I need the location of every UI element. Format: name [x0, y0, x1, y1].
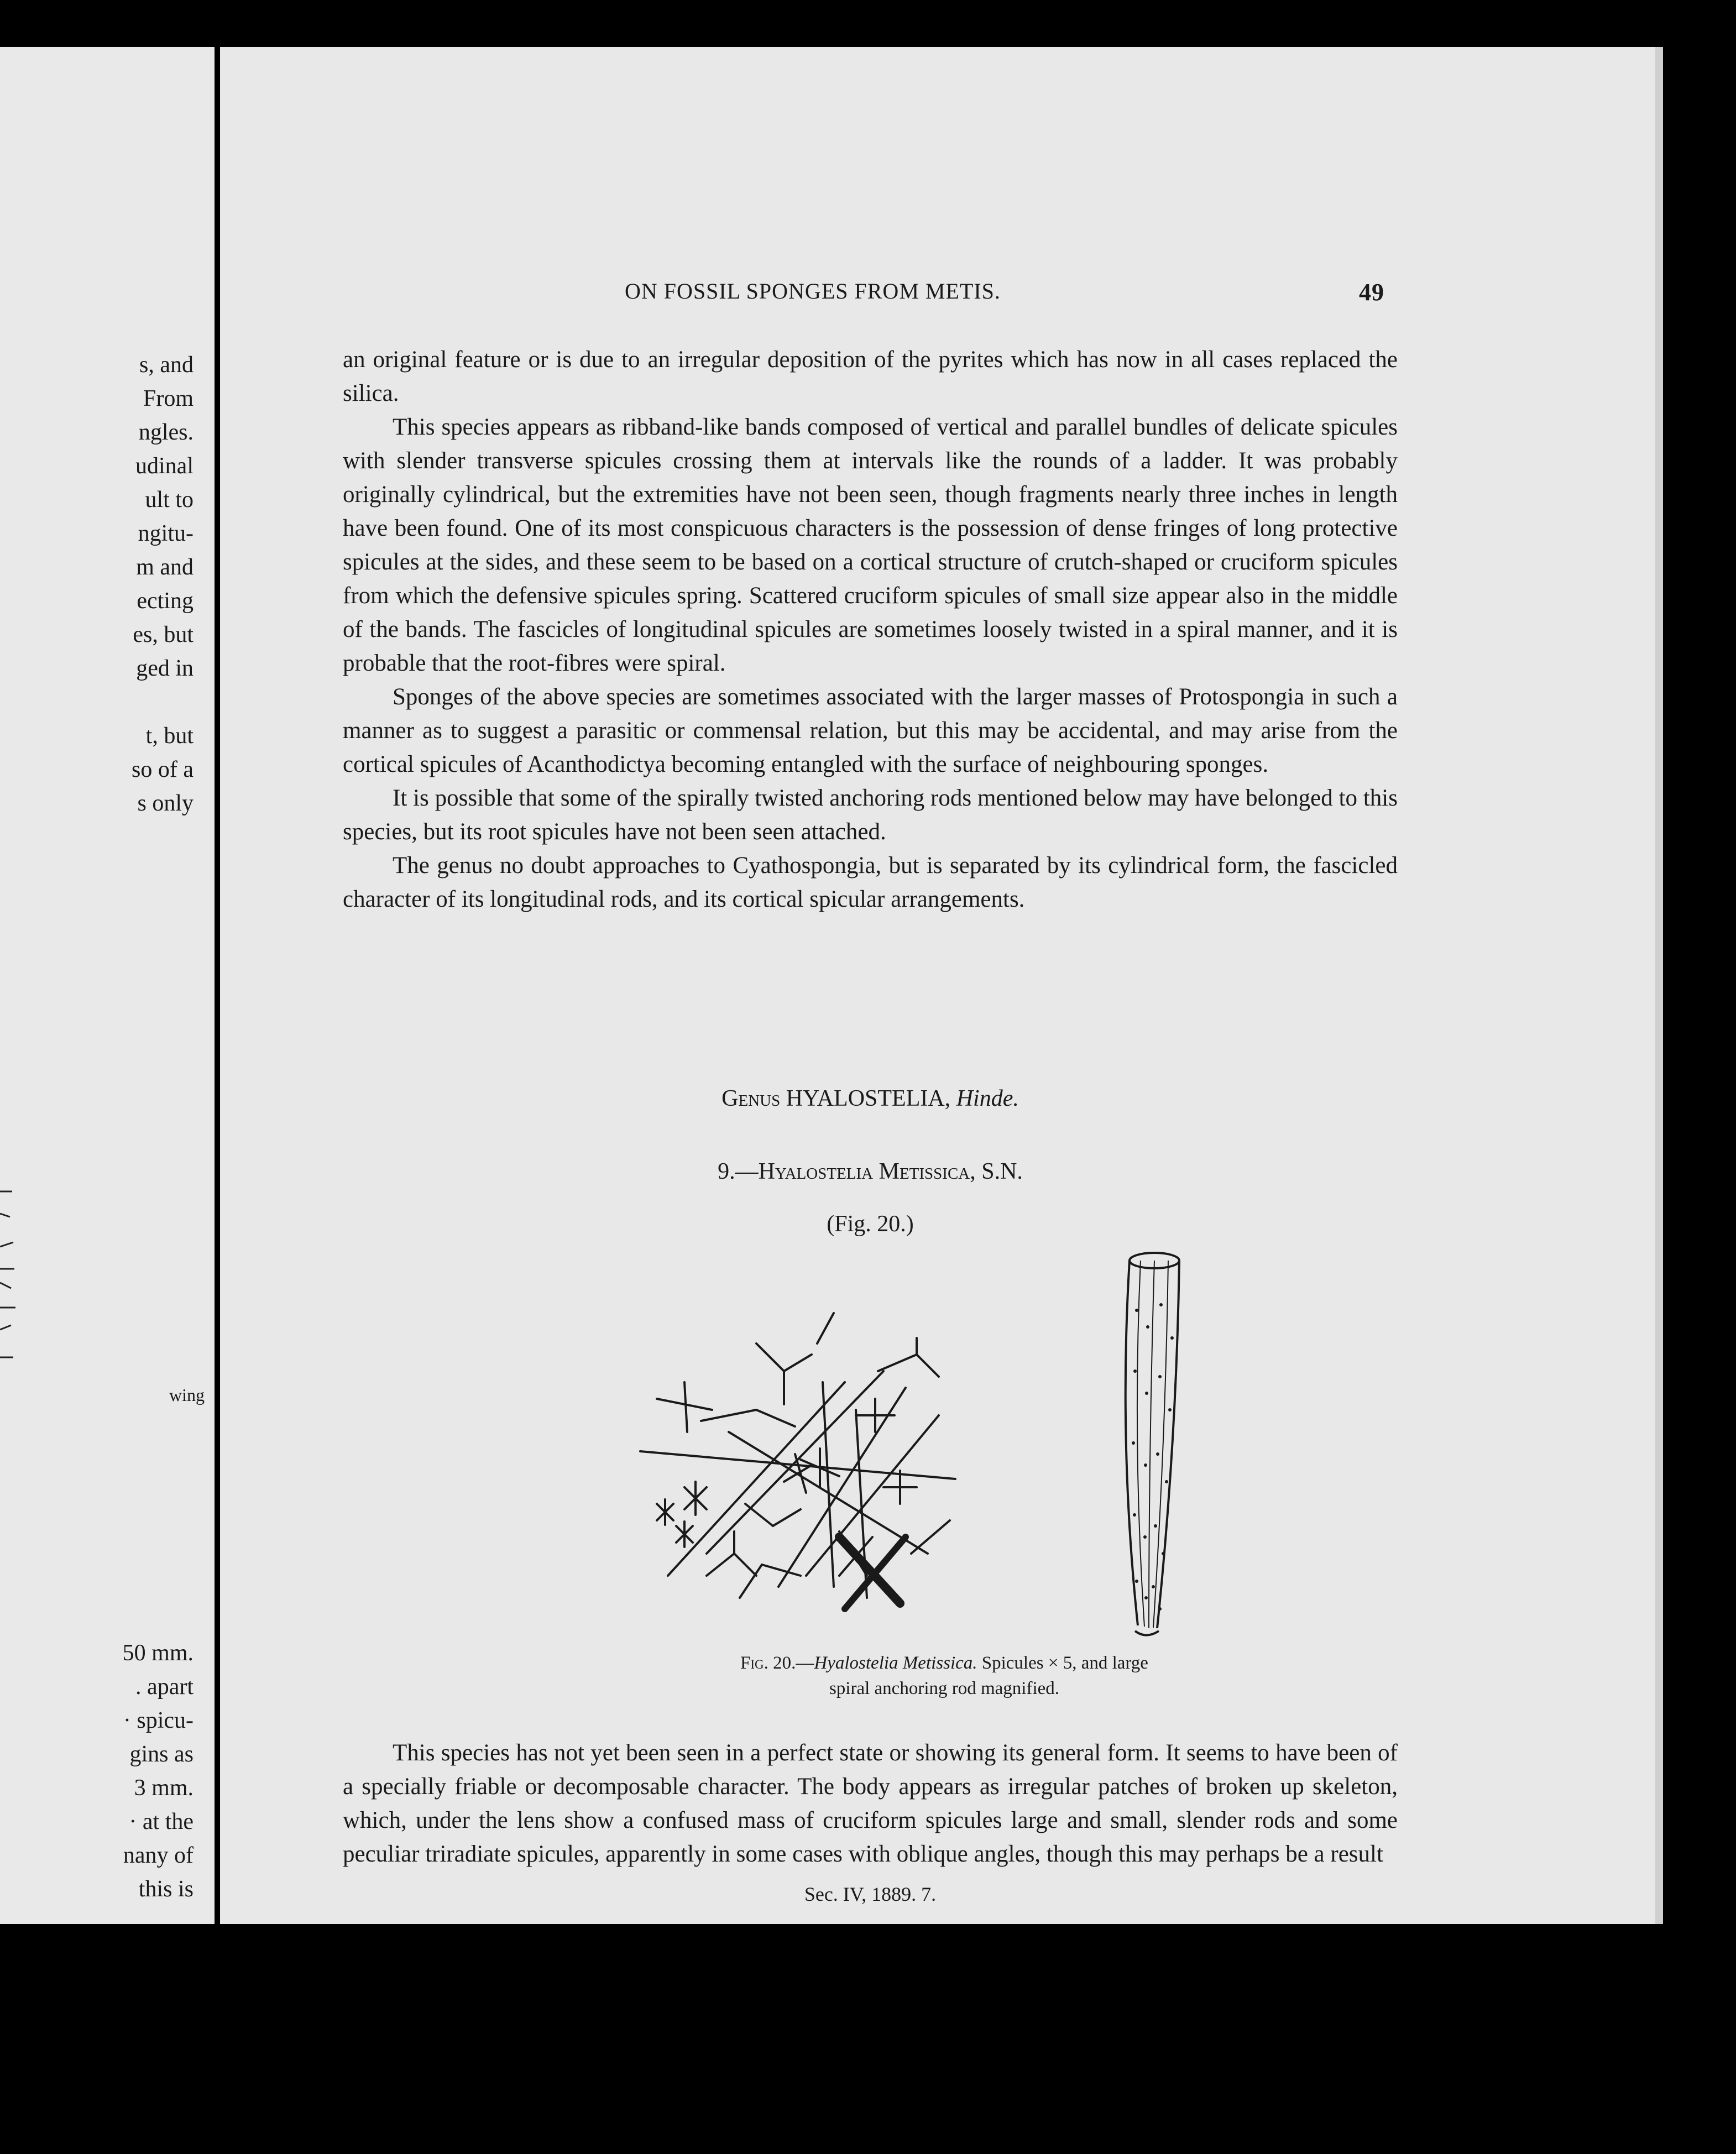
page-gutter — [215, 47, 218, 1924]
paragraph: It is possible that some of the spirally twisted anchoring rods mentioned below may have belonged to this species, but its root spicules have not been seen attached. — [343, 785, 1398, 845]
signature-mark: Sec. IV, 1889. 7. — [804, 1883, 937, 1905]
facing-line: · spicu- — [123, 1708, 194, 1733]
facing-line: es, but — [133, 622, 194, 647]
paragraph: an original feature or is due to an irregular deposition of the pyrites which has now in all cases replaced the silica. — [343, 347, 1398, 406]
large-cruciform-spicule — [839, 1537, 906, 1609]
spicules-drawing — [640, 1313, 955, 1598]
facing-line: s, and — [139, 352, 194, 378]
facing-caption-fragment: wing — [169, 1385, 205, 1405]
facing-figure-ticks — [0, 1180, 22, 1390]
facing-line: ngitu- — [138, 521, 194, 546]
facing-line: 50 mm. — [122, 1640, 194, 1666]
body-text-top — [343, 343, 1398, 916]
facing-line: ngles. — [138, 420, 194, 445]
facing-line: . apart — [135, 1674, 194, 1700]
facing-line: nany of — [123, 1843, 194, 1868]
figure-20-illustration — [618, 1244, 1337, 1642]
paragraph: Sponges of the above species are sometimes associated with the larger masses of Protospongia in such a manner as to suggest a parasitic or commensal relation, but this may be accidental, and may arise from the cortical spicules of Acanthodictya becoming entangled with the surface of neighbouring sponges. — [343, 684, 1398, 777]
facing-line: 3 mm. — [134, 1775, 194, 1801]
figure-caption: Fig. 20.—Hyalostelia Metissica. Spicules × 5, and large spiral anchoring rod magnified. — [740, 1653, 1148, 1698]
page-number: 49 — [1359, 279, 1384, 306]
facing-line: t, but — [145, 723, 194, 749]
facing-line: gins as — [129, 1742, 194, 1767]
facing-line: ged in — [136, 656, 194, 681]
page — [220, 47, 1663, 1924]
facing-line: udinal — [135, 453, 194, 479]
paragraph: This species appears as ribband-like bands composed of vertical and parallel bundles of delicate spicules with slender transverse spicules crossing them at intervals like the rounds of a ladder. It was probably originally cylindrical, but the extremities have not been seen, though fragments nearly three inches in length have been found. One of its most conspicuous characters is the possession of dense fringes of long protective spicules at the sides, and these seem to be based on a cortical structure of crutch-shaped or cruciform spicules from which the defensive spicules spring. Scattered cruciform spicules of small size appear also in the middle of the bands. The fascicles of longitudinal spicules are sometimes loosely twisted in a spiral manner, and it is probable that the root-fibres were spiral. — [343, 414, 1398, 676]
facing-line: s only — [137, 791, 194, 816]
facing-line: ult to — [145, 487, 194, 513]
facing-line: m and — [136, 555, 194, 580]
paragraph: The genus no doubt approaches to Cyathospongia, but is separated by its cylindrical form, the fascicled character of its longitudinal rods, and its cortical spicular arrangements. — [343, 853, 1398, 912]
paragraph: This species has not yet been seen in a perfect state or showing its general form. It seems to have been of a specially friable or decomposable character. The body appears as irregular patches of broken up skeleton, which, under the lens show a confused mass of cruciform spicules large and small, slender rods and some peculiar triradiate spicules, apparently in some cases with oblique angles, though this may perhaps be a result — [343, 1740, 1398, 1867]
facing-line: so of a — [132, 757, 194, 782]
facing-line: this is — [138, 1876, 194, 1902]
body-text-bottom — [343, 1736, 1398, 1871]
figure-reference: (Fig. 20.) — [827, 1211, 914, 1237]
facing-line: ecting — [137, 588, 194, 614]
running-title: ON FOSSIL SPONGES FROM METIS. — [625, 279, 1001, 304]
species-heading: 9.—Hyalostelia Metissica, S.N. — [718, 1159, 1023, 1184]
facing-page-fragment — [0, 47, 215, 1924]
facing-line: · at the — [129, 1809, 194, 1834]
facing-line: From — [143, 386, 194, 411]
genus-heading: Genus HYALOSTELIA, Hinde. — [721, 1086, 1019, 1111]
